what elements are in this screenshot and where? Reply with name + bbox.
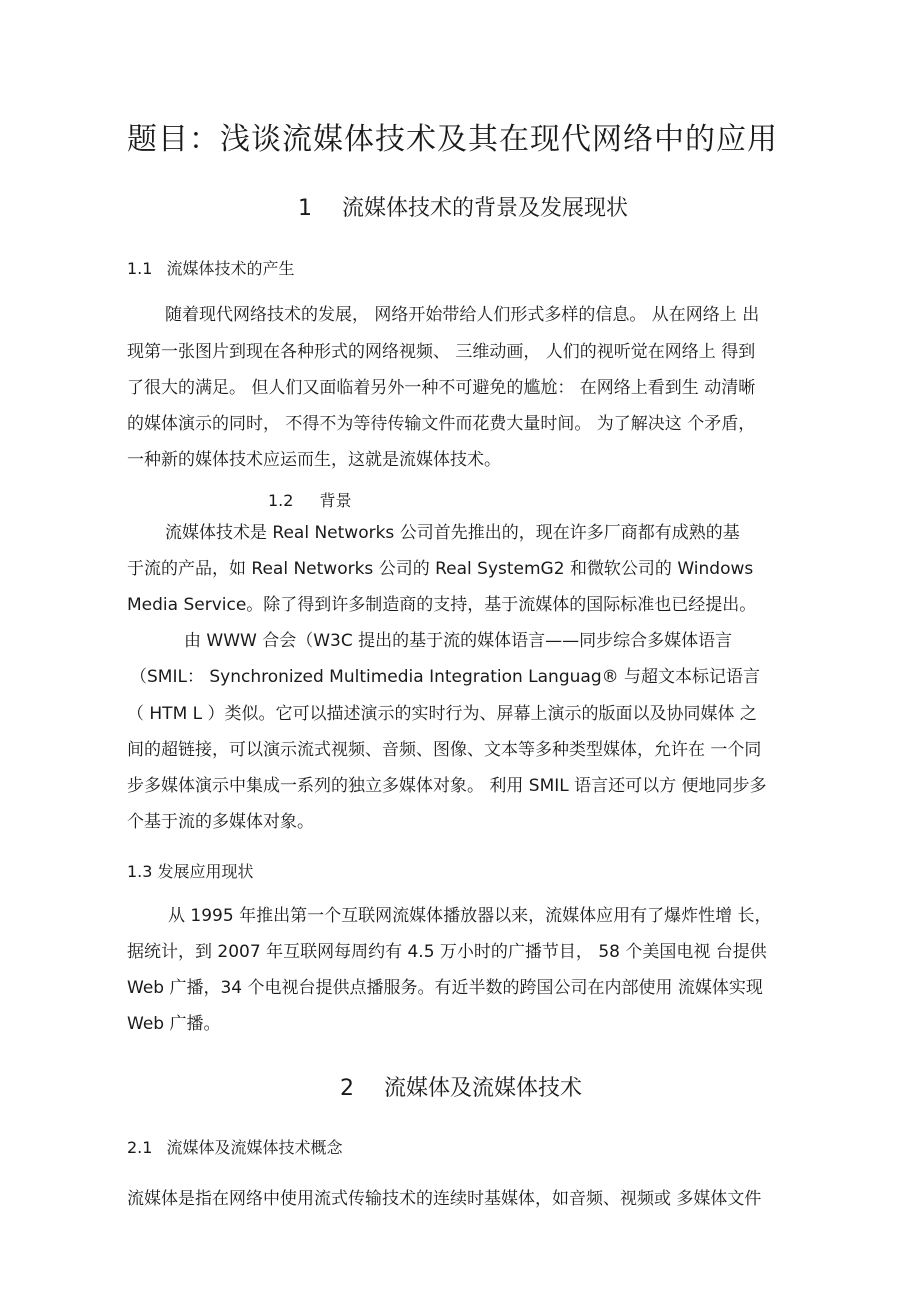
section-title: 流媒体及流媒体技术 <box>384 1076 583 1101</box>
paragraph-line: 流媒体是指在网络中使用流式传输技术的连续时基媒体，如音频、视频或 多媒体文件 <box>127 1189 762 1209</box>
paragraph-line: 一种新的媒体技术应运而生，这就是流媒体技术。 <box>127 450 501 470</box>
paragraph-line: （ HTM L ）类似。它可以描述演示的实时行为、屏幕上演示的版面以及协同媒体 之 <box>127 704 757 724</box>
paragraph-line: 的媒体演示的同时， 不得不为等待传输文件而花费大量时间。 为了解决这 个矛盾， <box>127 414 756 434</box>
section-number: 2 <box>340 1076 354 1101</box>
paragraph-line: 个基于流的多媒体对象。 <box>127 812 314 832</box>
paragraph-line: 现第一张图片到现在各种形式的网络视频、 三维动画， 人们的视听觉在网络上 得到 <box>127 342 756 362</box>
subsection-title: 背景 <box>319 491 352 510</box>
paragraph-line: Web 广播，34 个电视台提供点播服务。有近半数的跨国公司在内部使用 流媒体实现 <box>127 978 763 998</box>
subsection-title: 流媒体技术的产生 <box>166 259 295 278</box>
paragraph-line: 据统计，到 2007 年互联网每周约有 4.5 万小时的广播节目， 58 个美国电视 台提供 <box>127 942 767 962</box>
paragraph-line: 间的超链接，可以演示流式视频、音频、图像、文本等多种类型媒体，允许在 一个同 <box>127 740 762 760</box>
paragraph-line: 了很大的满足。 但人们又面临着另外一种不可避免的尴尬： 在网络上看到生 动清晰 <box>127 378 756 398</box>
paragraph-line: 随着现代网络技术的发展， 网络开始带给人们形式多样的信息。 从在网络上 出 <box>165 305 760 325</box>
section-title: 流媒体技术的背景及发展现状 <box>342 196 629 221</box>
subsection-title: 流媒体及流媒体技术概念 <box>166 1138 343 1157</box>
subsection-1-3-heading: 1.3 发展应用现状 <box>127 862 254 881</box>
section-2-heading <box>340 1073 582 1105</box>
subsection-1-1-heading <box>127 257 294 281</box>
section-1-heading <box>298 193 628 225</box>
paragraph-line: Media Service。除了得到许多制造商的支持，基于流媒体的国际标准也已经提出。 <box>127 595 757 615</box>
subsection-1-2-heading <box>268 489 351 513</box>
subsection-2-1-heading <box>127 1136 342 1160</box>
paragraph-line: 从 1995 年推出第一个互联网流媒体播放器以来，流媒体应用有了爆炸性增 长， <box>168 906 772 926</box>
subsection-number: 1.2 <box>268 491 294 510</box>
paragraph-line: 于流的产品，如 Real Networks 公司的 Real SystemG2 和微软公司的 Windows <box>127 559 754 579</box>
subsection-number: 2.1 <box>127 1138 153 1157</box>
subsection-number: 1.1 <box>127 259 153 278</box>
paragraph-line: Web 广播。 <box>127 1014 221 1034</box>
paragraph-line: 步多媒体演示中集成一系列的独立多媒体对象。 利用 SMIL 语言还可以方 便地同步多 <box>127 776 767 796</box>
section-number: 1 <box>298 196 312 221</box>
paragraph-line: （SMIL： Synchronized Multimedia Integration Languag® 与超文本标记语言 <box>130 667 761 687</box>
paragraph-line: 由 WWW 合会（W3C 提出的基于流的媒体语言——同步综合多媒体语言 <box>184 631 733 651</box>
document-title: 题目：浅谈流媒体技术及其在现代网络中的应用 <box>127 122 778 157</box>
paragraph-line: 流媒体技术是 Real Networks 公司首先推出的，现在许多厂商都有成熟的基 <box>165 523 740 543</box>
